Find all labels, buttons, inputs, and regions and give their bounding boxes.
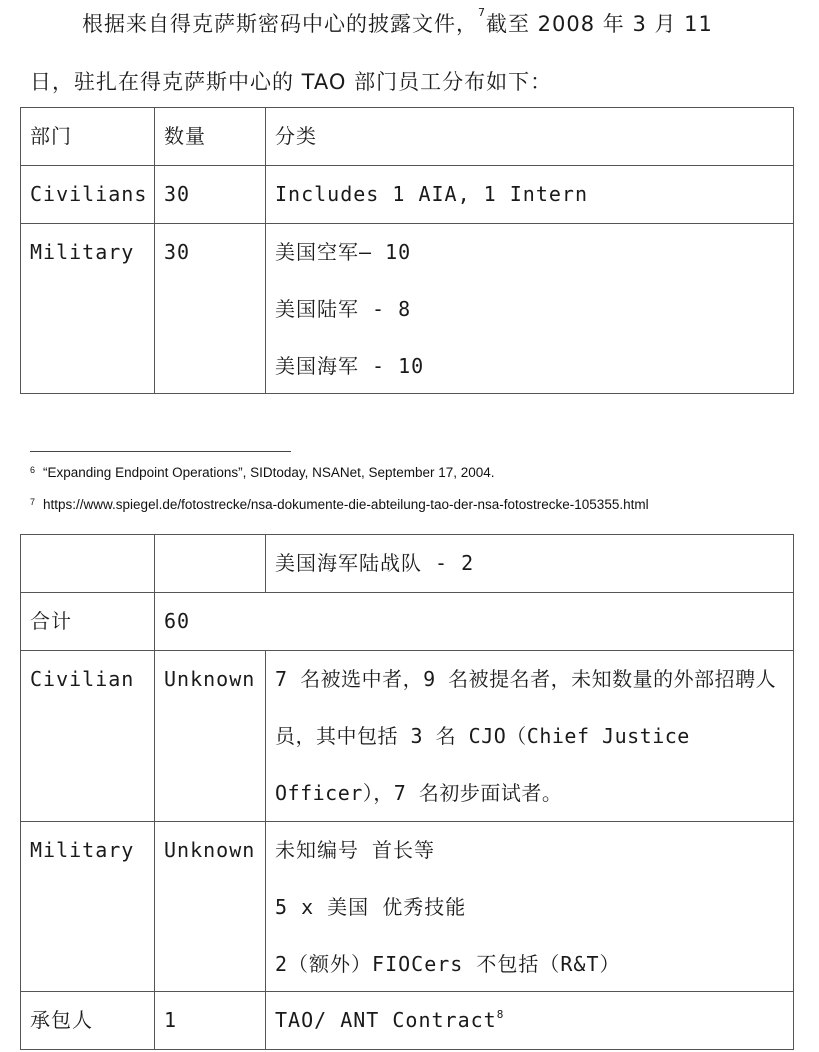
footnote-text: “Expanding Endpoint Operations”, SIDtoday, NSANet, September 17, 2004. — [43, 465, 495, 480]
details-line: 美国海军陆战队 - 2 — [275, 551, 475, 575]
count-value — [164, 535, 265, 592]
table-row — [21, 822, 794, 992]
count-value: Unknown — [164, 838, 256, 862]
total-label-cell — [21, 593, 155, 651]
dept-value: 承包人 — [30, 1008, 93, 1032]
details-line — [275, 992, 793, 1049]
details-cell — [266, 535, 794, 593]
dept-cell — [21, 992, 155, 1050]
details-line: Includes 1 AIA, 1 Intern — [275, 182, 588, 206]
dept-value — [30, 535, 154, 592]
details-cell — [266, 224, 794, 394]
intro-text-before-ref: 根据来自得克萨斯密码中心的披露文件， — [82, 12, 478, 36]
table-row — [21, 651, 794, 822]
dept-value: Military — [30, 240, 135, 264]
count-value: Unknown — [164, 667, 256, 691]
intro-line-1 — [82, 8, 819, 38]
total-label: 合计 — [30, 609, 72, 633]
header-department — [21, 108, 155, 166]
details-line: 美国空军— 10 — [275, 240, 412, 264]
details-cell — [266, 822, 794, 992]
count-value: 1 — [164, 1008, 178, 1032]
count-cell — [155, 822, 266, 992]
total-value-cell — [155, 593, 794, 651]
details-line: 美国海军 - 10 — [275, 354, 425, 378]
footnote-number: 6 — [30, 465, 36, 475]
dept-value: Military — [30, 838, 135, 862]
count-cell — [155, 651, 266, 822]
dept-value: Civilians — [30, 182, 148, 206]
count-cell — [155, 166, 266, 224]
details-line: 未知编号 首长等 — [275, 838, 436, 862]
table-header-row — [21, 108, 794, 166]
footnote-7 — [30, 497, 649, 512]
dept-cell — [21, 535, 155, 593]
footnote-divider — [30, 451, 291, 452]
dept-cell — [21, 224, 155, 394]
table-row — [21, 166, 794, 224]
footnote-link[interactable]: https://www.spiegel.de/fotostrecke/nsa-dokumente-die-abteilung-tao-der-nsa-fotostrecke-105355.html — [43, 497, 649, 512]
dept-cell — [21, 166, 155, 224]
dept-cell — [21, 651, 155, 822]
header-category — [266, 108, 794, 166]
footnote-6 — [30, 465, 495, 480]
count-cell — [155, 535, 266, 593]
total-value: 60 — [164, 609, 191, 633]
table-row — [21, 992, 794, 1050]
table-row — [21, 224, 794, 394]
dept-cell — [21, 822, 155, 992]
header-count — [155, 108, 266, 166]
details-cell — [266, 992, 794, 1050]
dept-value: Civilian — [30, 667, 135, 691]
details-line: 2（额外）FIOCers 不包括（R&T） — [275, 952, 621, 976]
table-row-continued — [21, 535, 794, 593]
header-department-label: 部门 — [30, 124, 72, 148]
footnote-ref-7[interactable]: 7 — [478, 6, 486, 19]
count-cell — [155, 992, 266, 1050]
details-line: 美国陆军 - 8 — [275, 297, 412, 321]
total-row — [21, 593, 794, 651]
details-cell — [266, 651, 794, 822]
header-count-label: 数量 — [164, 124, 206, 148]
intro-text-after-ref: 截至 2008 年 3 月 11 — [486, 12, 713, 36]
staff-table-part-2 — [20, 534, 794, 1050]
staff-table-part-1 — [20, 107, 794, 394]
details-paragraph: 7 名被选中者，9 名被提名者，未知数量的外部招聘人员，其中包括 3 名 CJO（Chief Justice Officer），7 名初步面试者。 — [275, 667, 777, 805]
header-category-label: 分类 — [275, 124, 317, 148]
details-cell — [266, 166, 794, 224]
details-line: 5 x 美国 优秀技能 — [275, 895, 467, 919]
count-value: 30 — [164, 240, 191, 264]
count-cell — [155, 224, 266, 394]
footnote-ref-8[interactable]: 8 — [496, 1008, 505, 1021]
footnote-number: 7 — [30, 497, 36, 507]
details-text: TAO/ ANT Contract — [275, 1008, 497, 1032]
intro-line-2: 日，驻扎在得克萨斯中心的 TAO 部门员工分布如下： — [30, 70, 553, 94]
count-value: 30 — [164, 182, 191, 206]
